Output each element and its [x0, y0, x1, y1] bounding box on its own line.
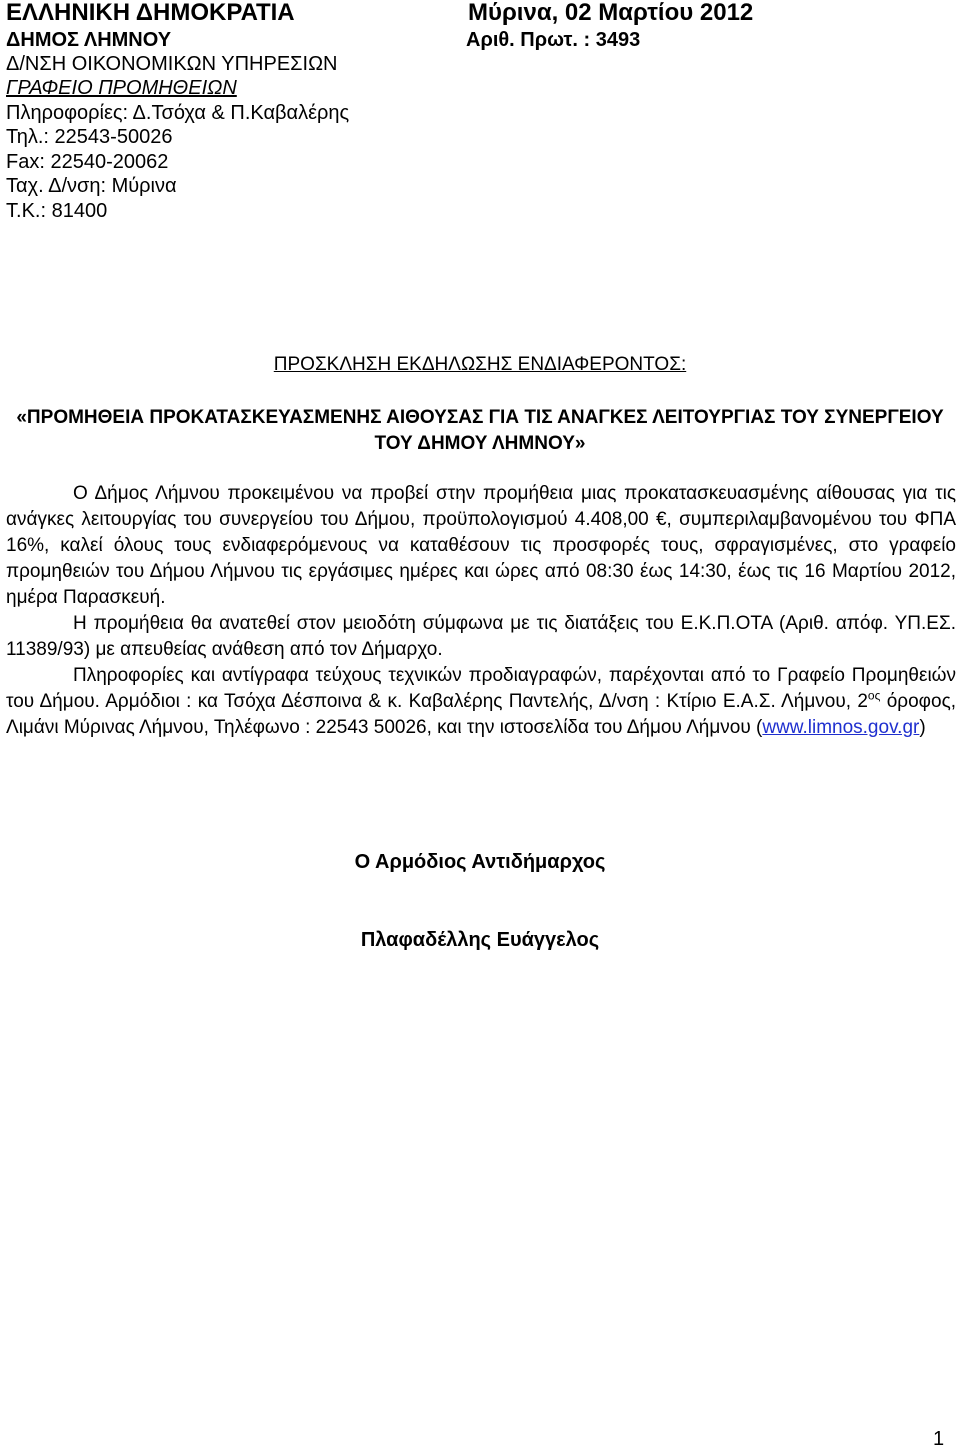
document-title	[0, 352, 960, 378]
body-paragraph-3-text: Πληροφορίες και αντίγραφα τεύχους τεχνικών προδιαγραφών, παρέχονται από το Γραφείο Προμηθειών του Δήμου. Αρμόδιοι : κα Τσόχα Δέσποινα & κ. Καβαλέρης Παντελής, Δ/νση : Κτίριο Ε.Α.Σ. Λήμνου, 2	[6, 665, 956, 712]
body-paragraph-3-end: )	[919, 717, 926, 738]
body-paragraph-3-text-cont: όροφος, Λιμάνι Μύρινας Λήμνου, Τηλέφωνο : 22543 50026, και την ιστοσελίδα του Δήμου Λήμνου (	[6, 691, 957, 738]
signature-name: Πλαφαδέλλης Ευάγγελος	[360, 929, 600, 951]
header-date: Μύρινα, 02 Μαρτίου 2012	[468, 0, 754, 26]
document-body	[6, 481, 956, 741]
header-postcode: Τ.Κ.: 81400	[6, 200, 108, 222]
page-number: 1	[933, 1428, 945, 1450]
body-paragraph-2: Η προμήθεια θα ανατεθεί στον μειοδότη σύμφωνα με τις διατάξεις του Ε.Κ.Π.ΟΤΑ (Αριθ. απόφ. ΥΠ.ΕΣ. 11389/93) με απευθείας ανάθεση από τον Δήμαρχο.	[6, 613, 956, 660]
header-country: ΕΛΛΗΝΙΚΗ ΔΗΜΟΚΡΑΤΙΑ	[6, 0, 295, 26]
header-info: Πληροφορίες: Δ.Τσόχα & Π.Καβαλέρης	[6, 102, 350, 124]
body-paragraph-1: Ο Δήμος Λήμνου προκειμένου να προβεί στην προμήθεια μιας προκατασκευασμένης αίθουσας για τις ανάγκες λειτουργίας του συνεργείου του Δήμου, προϋπολογισμού 4.408,00 €, συμπεριλαμβανομένου του ΦΠΑ 16%, καλεί όλους τους ενδιαφερόμενους να καταθέσουν τις προσφορές τους, σφραγισμένες, στο γραφείο προμηθειών του Δήμου Λήμνου τις εργάσιμες ημέρες και ώρες από 08:30 έως 14:30, έως τις 16 Μαρτίου 2012, ημέρα Παρασκευή.	[6, 483, 956, 608]
header-phone: Τηλ.: 22543-50026	[6, 126, 173, 148]
body-paragraph-3	[6, 663, 956, 741]
header-fax: Fax: 22540-20062	[6, 151, 169, 173]
website-link[interactable]: www.limnos.gov.gr	[762, 717, 920, 738]
header-address: Ταχ. Δ/νση: Μύρινα	[6, 175, 177, 197]
document-title-text: ΠΡΟΣΚΛΗΣΗ ΕΚΔΗΛΩΣΗΣ ΕΝΔΙΑΦΕΡΟΝΤΟΣ:	[273, 354, 687, 375]
header-protocol-number: Αριθ. Πρωτ. : 3493	[466, 29, 641, 51]
header-directorate: Δ/ΝΣΗ ΟΙΚΟΝΟΜΙΚΩΝ ΥΠΗΡΕΣΙΩΝ	[6, 53, 338, 75]
floor-ordinal-superscript: ος	[867, 688, 881, 703]
header-municipality: ΔΗΜΟΣ ΛΗΜΝΟΥ	[6, 29, 172, 51]
signature-role: Ο Αρμόδιος Αντιδήμαρχος	[354, 851, 606, 873]
document-subject: «ΠΡΟΜΗΘΕΙΑ ΠΡΟΚΑΤΑΣΚΕΥΑΣΜΕΝΗΣ ΑΙΘΟΥΣΑΣ ΓΙΑ ΤΙΣ ΑΝΑΓΚΕΣ ΛΕΙΤΟΥΡΓΙΑΣ ΤΟΥ ΣΥΝΕΡΓΕΙΟΥ ΤΟΥ ΔΗΜΟΥ ΛΗΜΝΟΥ»	[16, 407, 944, 454]
header-office: ΓΡΑΦΕΙΟ ΠΡΟΜΗΘΕΙΩΝ	[6, 77, 237, 99]
